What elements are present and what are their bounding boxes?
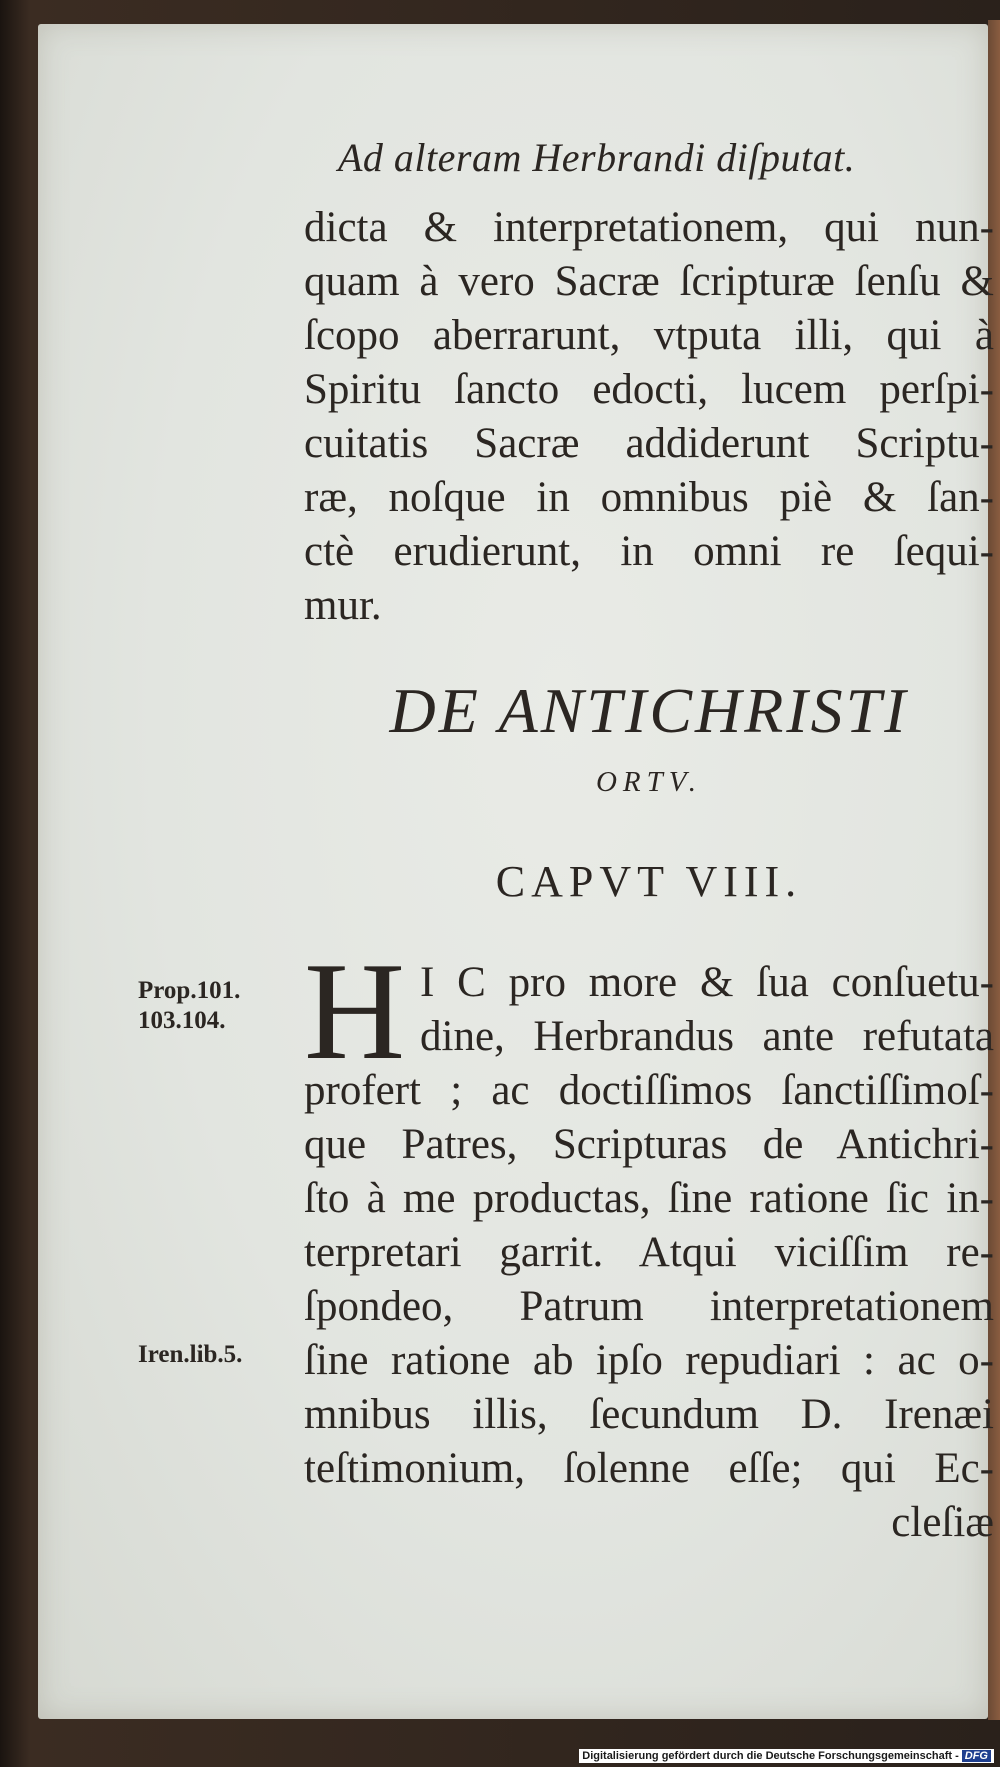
text-line: terpretari garrit. Atqui viciſſim re-	[304, 1229, 994, 1276]
running-head: Ad alteram Herbrandi diſputat.	[338, 135, 856, 180]
text-line: mnibus illis, ſecundum D. Irenæi	[304, 1391, 994, 1438]
text-line: cleſiæ	[891, 1499, 994, 1546]
text-line: Spiritu ſancto edocti, lucem perſpi-	[304, 366, 994, 413]
chapter-heading: CAPVT VIII.	[495, 857, 803, 906]
text-line: quam à vero Sacræ ſcripturæ ſenſu &	[304, 258, 994, 305]
dfg-logo: DFG	[962, 1750, 991, 1762]
margin-note-line: Prop.101.	[138, 977, 241, 1004]
text-line: ctè erudierunt, in omni re ſequi-	[304, 528, 994, 575]
text-line: ræ, noſque in omnibus piè & ſan-	[304, 474, 994, 521]
drop-initial: H	[304, 934, 404, 1089]
text-line: ſpondeo, Patrum interpretationem	[304, 1283, 994, 1330]
section-title: DE ANTICHRISTI	[389, 675, 909, 746]
text-line: que Patres, Scripturas de Antichri-	[304, 1121, 994, 1168]
text-line: ſcopo aberrarunt, vtputa illi, qui à	[304, 312, 994, 359]
paragraph-2	[304, 934, 994, 1550]
text-line: ſine ratione ab ipſo repudiari : ac o-	[304, 1337, 994, 1384]
text-line: mur.	[304, 582, 382, 629]
paragraph-1	[304, 201, 994, 633]
text-line: cuitatis Sacræ addiderunt Scriptu-	[304, 420, 994, 467]
book-page	[38, 24, 994, 1719]
text-line: I C pro more & ſua conſuetu-	[420, 959, 994, 1006]
margin-note-line: 103.104.	[138, 1007, 226, 1034]
margin-note-iren: Iren.lib.5.	[138, 1341, 243, 1368]
text-line: ſto à me productas, ſine ratione ſic in-	[304, 1175, 994, 1222]
text-line: profert ; ac doctiſſimos ſanctiſſimoſ-	[304, 1067, 994, 1114]
credit-text: Digitalisierung gefördert durch die Deutsche Forschungsgemeinschaft -	[582, 1750, 959, 1762]
digitization-credit	[579, 1749, 994, 1763]
margin-note-prop	[138, 976, 240, 1036]
text-line: teſtimonium, ſolenne eſſe; qui Ec-	[304, 1445, 994, 1492]
section-subtitle: ORTV.	[595, 766, 702, 798]
text-line: dine, Herbrandus ante refutata	[420, 1013, 994, 1060]
text-line: dicta & interpretationem, qui nun-	[304, 204, 994, 251]
